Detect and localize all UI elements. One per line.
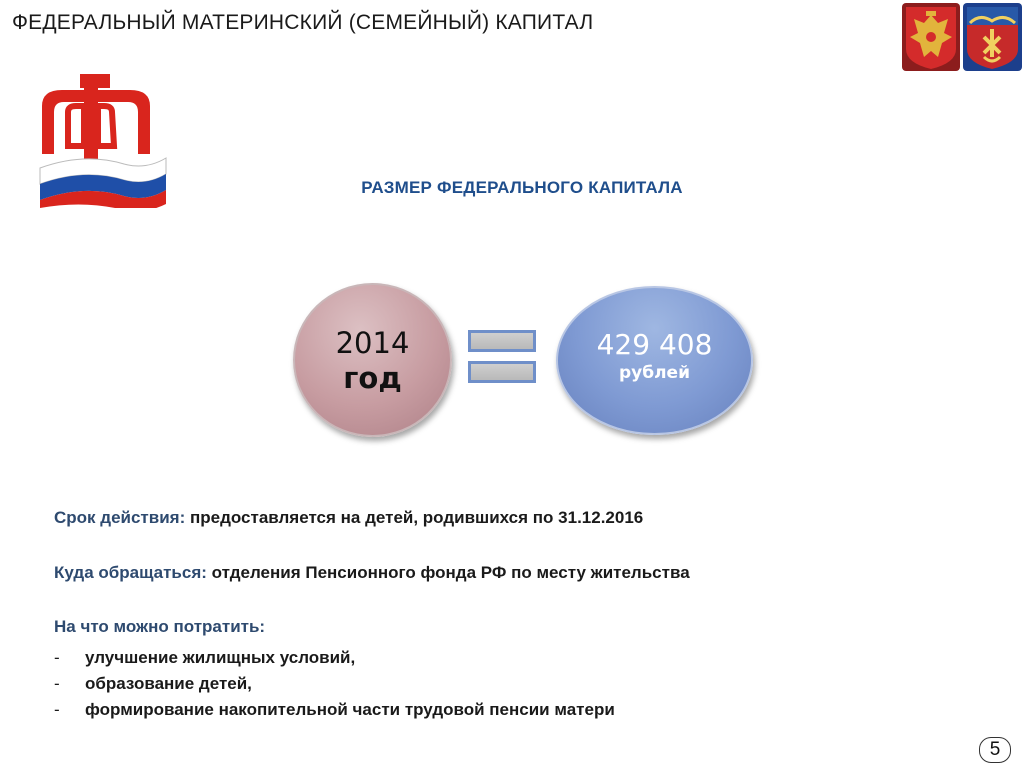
list-dash: - — [54, 674, 60, 693]
murmansk-region-coat-of-arms-icon — [963, 3, 1022, 71]
year-unit: год — [343, 361, 402, 395]
amount-circle — [556, 286, 753, 435]
list-item-text: формирование накопительной части трудовой пенсии матери — [85, 700, 615, 719]
contact-label: Куда обращаться: — [54, 563, 207, 582]
year-value: 2014 — [335, 326, 410, 360]
contact-text: отделения Пенсионного фонда РФ по месту жительства — [211, 563, 690, 582]
validity-text: предоставляется на детей, родившихся по 31.12.2016 — [189, 508, 644, 527]
spend-row — [54, 617, 265, 637]
page-title: ФЕДЕРАЛЬНЫЙ МАТЕРИНСКИЙ (СЕМЕЙНЫЙ) КАПИТАЛ — [12, 11, 594, 34]
spend-label: На что можно потратить: — [54, 617, 266, 636]
list-item — [54, 645, 615, 671]
list-dash: - — [54, 648, 60, 667]
contact-row — [54, 563, 690, 583]
year-circle — [293, 283, 452, 437]
section-title: РАЗМЕР ФЕДЕРАЛЬНОГО КАПИТАЛА — [361, 178, 683, 197]
equals-sign-top-bar — [468, 330, 536, 352]
amount-currency: рублей — [618, 362, 690, 383]
validity-label: Срок действия: — [54, 508, 186, 527]
russia-coat-of-arms-icon — [902, 3, 960, 71]
list-item-text: образование детей, — [85, 674, 252, 693]
list-item-text: улучшение жилищных условий, — [85, 648, 356, 667]
list-item — [54, 697, 615, 723]
page-number: 5 — [979, 737, 1011, 763]
emblems — [900, 1, 1024, 73]
amount-value: 429 408 — [596, 327, 713, 361]
spend-list — [54, 645, 615, 723]
list-item — [54, 671, 615, 697]
validity-row — [54, 508, 643, 528]
equals-sign-bottom-bar — [468, 361, 536, 383]
list-dash: - — [54, 700, 60, 719]
